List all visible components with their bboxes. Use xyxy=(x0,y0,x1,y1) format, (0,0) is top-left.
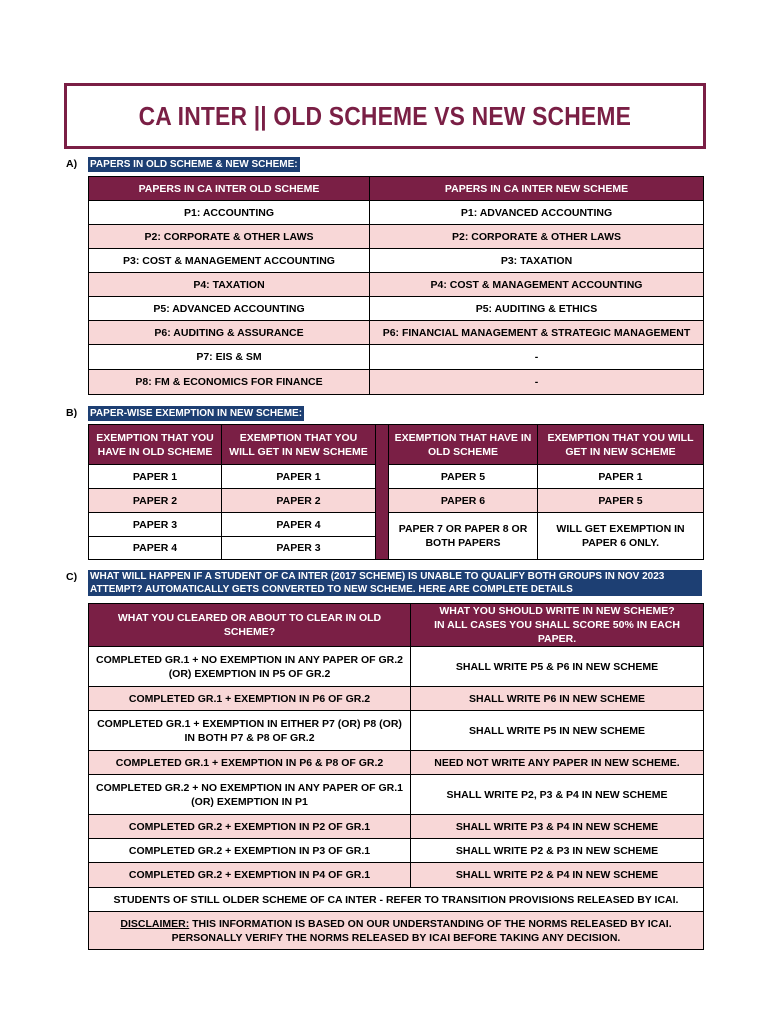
write-cell: SHALL WRITE P2 & P3 IN NEW SCHEME xyxy=(411,839,704,863)
old-paper-cell: P4: TAXATION xyxy=(89,273,370,297)
table-row xyxy=(89,489,704,513)
new-paper-cell: P6: FINANCIAL MANAGEMENT & STRATEGIC MANAGEMENT xyxy=(370,321,704,345)
conversion-table-header xyxy=(89,604,704,647)
write-header-line1: WHAT YOU SHOULD WRITE IN NEW SCHEME? xyxy=(439,605,675,617)
table-row xyxy=(89,815,704,839)
cleared-cell: COMPLETED GR.1 + NO EXEMPTION IN ANY PAPER OF GR.2 (OR) EXEMPTION IN P5 OF GR.2 xyxy=(89,647,411,687)
cleared-cell: COMPLETED GR.2 + EXEMPTION IN P2 OF GR.1 xyxy=(89,815,411,839)
exemption-table-header xyxy=(89,425,704,465)
table-row xyxy=(89,465,704,489)
table-row xyxy=(89,225,704,249)
column-separator xyxy=(376,425,389,560)
write-cell: SHALL WRITE P3 & P4 IN NEW SCHEME xyxy=(411,815,704,839)
table-row xyxy=(89,513,704,537)
table-row xyxy=(89,297,704,321)
exemption-old-cell: PAPER 1 xyxy=(89,465,222,489)
old-paper-cell: P6: AUDITING & ASSURANCE xyxy=(89,321,370,345)
exemption-old-header: EXEMPTION THAT YOU HAVE IN OLD SCHEME xyxy=(89,425,222,465)
section-c-letter: C) xyxy=(66,571,78,583)
write-cell: SHALL WRITE P2 & P4 IN NEW SCHEME xyxy=(411,863,704,888)
write-header-line2: IN ALL CASES YOU SHALL SCORE 50% IN EACH PAPER. xyxy=(434,619,680,645)
title-box xyxy=(64,83,706,149)
exemption-new-cell: PAPER 2 xyxy=(222,489,376,513)
page-title: CA INTER || OLD SCHEME VS NEW SCHEME xyxy=(138,100,632,131)
table-row xyxy=(89,711,704,751)
table-row xyxy=(89,370,704,395)
exemption-old-header-2: EXEMPTION THAT HAVE IN OLD SCHEME xyxy=(389,425,538,465)
papers-new-header: PAPERS IN CA INTER NEW SCHEME xyxy=(370,177,704,201)
cleared-cell: COMPLETED GR.2 + NO EXEMPTION IN ANY PAPER OF GR.1 (OR) EXEMPTION IN P1 xyxy=(89,775,411,815)
disclaimer-label: DISCLAIMER: xyxy=(120,917,190,930)
table-row xyxy=(89,249,704,273)
write-cell: SHALL WRITE P2, P3 & P4 IN NEW SCHEME xyxy=(411,775,704,815)
exemption-old-cell: PAPER 5 xyxy=(389,465,538,489)
table-row xyxy=(89,775,704,815)
table-row xyxy=(89,888,704,912)
exemption-old-cell: PAPER 2 xyxy=(89,489,222,513)
old-paper-cell: P5: ADVANCED ACCOUNTING xyxy=(89,297,370,321)
papers-old-header: PAPERS IN CA INTER OLD SCHEME xyxy=(89,177,370,201)
write-cell: NEED NOT WRITE ANY PAPER IN NEW SCHEME. xyxy=(411,751,704,775)
disclaimer xyxy=(89,912,704,950)
table-row xyxy=(89,201,704,225)
section-a-letter: A) xyxy=(66,158,78,170)
new-paper-cell: P4: COST & MANAGEMENT ACCOUNTING xyxy=(370,273,704,297)
new-paper-cell: P2: CORPORATE & OTHER LAWS xyxy=(370,225,704,249)
table-row xyxy=(89,273,704,297)
new-paper-cell: - xyxy=(370,345,704,370)
new-paper-cell: P5: AUDITING & ETHICS xyxy=(370,297,704,321)
cleared-cell: COMPLETED GR.1 + EXEMPTION IN P6 & P8 OF GR.2 xyxy=(89,751,411,775)
exemption-new-cell: PAPER 4 xyxy=(222,513,376,537)
write-cell: SHALL WRITE P5 IN NEW SCHEME xyxy=(411,711,704,751)
cleared-cell: COMPLETED GR.2 + EXEMPTION IN P4 OF GR.1 xyxy=(89,863,411,888)
table-row xyxy=(89,687,704,711)
cleared-cell: COMPLETED GR.1 + EXEMPTION IN P6 OF GR.2 xyxy=(89,687,411,711)
cleared-cell: COMPLETED GR.1 + EXEMPTION IN EITHER P7 (OR) P8 (OR) IN BOTH P7 & P8 OF GR.2 xyxy=(89,711,411,751)
exemption-new-cell: PAPER 3 xyxy=(222,537,376,560)
table-row xyxy=(89,345,704,370)
table-row xyxy=(89,751,704,775)
exemption-new-cell: WILL GET EXEMPTION IN PAPER 6 ONLY. xyxy=(538,513,704,560)
exemption-new-cell: PAPER 5 xyxy=(538,489,704,513)
old-paper-cell: P2: CORPORATE & OTHER LAWS xyxy=(89,225,370,249)
section-b-heading: PAPER-WISE EXEMPTION IN NEW SCHEME: xyxy=(90,408,303,419)
section-a-heading: PAPERS IN OLD SCHEME & NEW SCHEME: xyxy=(90,159,298,170)
papers-table xyxy=(88,176,704,395)
write-cell: SHALL WRITE P6 IN NEW SCHEME xyxy=(411,687,704,711)
write-cell: SHALL WRITE P5 & P6 IN NEW SCHEME xyxy=(411,647,704,687)
new-paper-cell: P1: ADVANCED ACCOUNTING xyxy=(370,201,704,225)
exemption-old-cell: PAPER 4 xyxy=(89,537,222,560)
exemption-old-cell: PAPER 6 xyxy=(389,489,538,513)
cleared-cell: COMPLETED GR.2 + EXEMPTION IN P3 OF GR.1 xyxy=(89,839,411,863)
table-row xyxy=(89,863,704,888)
disclaimer-text: THIS INFORMATION IS BASED ON OUR UNDERSTANDING OF THE NORMS RELEASED BY ICAI. PERSONALLY VERIFY THE NORMS RELEASED BY ICAI BEFORE TAKING ANY DECISION. xyxy=(171,917,672,944)
exemption-new-cell: PAPER 1 xyxy=(222,465,376,489)
conversion-table xyxy=(88,603,704,950)
exemption-table xyxy=(88,424,704,560)
old-paper-cell: P7: EIS & SM xyxy=(89,345,370,370)
table-row xyxy=(89,839,704,863)
exemption-new-header: EXEMPTION THAT YOU WILL GET IN NEW SCHEME xyxy=(222,425,376,465)
exemption-new-header-2: EXEMPTION THAT YOU WILL GET IN NEW SCHEME xyxy=(538,425,704,465)
new-paper-cell: P3: TAXATION xyxy=(370,249,704,273)
cleared-header: WHAT YOU CLEARED OR ABOUT TO CLEAR IN OLD SCHEME? xyxy=(89,604,411,647)
table-row xyxy=(89,912,704,950)
exemption-old-cell: PAPER 3 xyxy=(89,513,222,537)
section-c-heading: WHAT WILL HAPPEN IF A STUDENT OF CA INTER (2017 SCHEME) IS UNABLE TO QUALIFY BOTH GROUPS IN NOV 2023 ATTEMPT? AUTOMATICALLY GETS CONVERTED TO NEW SCHEME. HERE ARE COMPLETE DETAILS xyxy=(88,570,702,596)
older-scheme-note: STUDENTS OF STILL OLDER SCHEME OF CA INTER - REFER TO TRANSITION PROVISIONS RELEASED BY ICAI. xyxy=(89,888,704,912)
old-paper-cell: P1: ACCOUNTING xyxy=(89,201,370,225)
table-row xyxy=(89,647,704,687)
old-paper-cell: P8: FM & ECONOMICS FOR FINANCE xyxy=(89,370,370,395)
new-paper-cell: - xyxy=(370,370,704,395)
exemption-old-cell: PAPER 7 OR PAPER 8 OR BOTH PAPERS xyxy=(389,513,538,560)
old-paper-cell: P3: COST & MANAGEMENT ACCOUNTING xyxy=(89,249,370,273)
write-header xyxy=(411,604,704,647)
papers-table-header xyxy=(89,177,704,201)
section-b-letter: B) xyxy=(66,407,78,419)
table-row xyxy=(89,321,704,345)
exemption-new-cell: PAPER 1 xyxy=(538,465,704,489)
